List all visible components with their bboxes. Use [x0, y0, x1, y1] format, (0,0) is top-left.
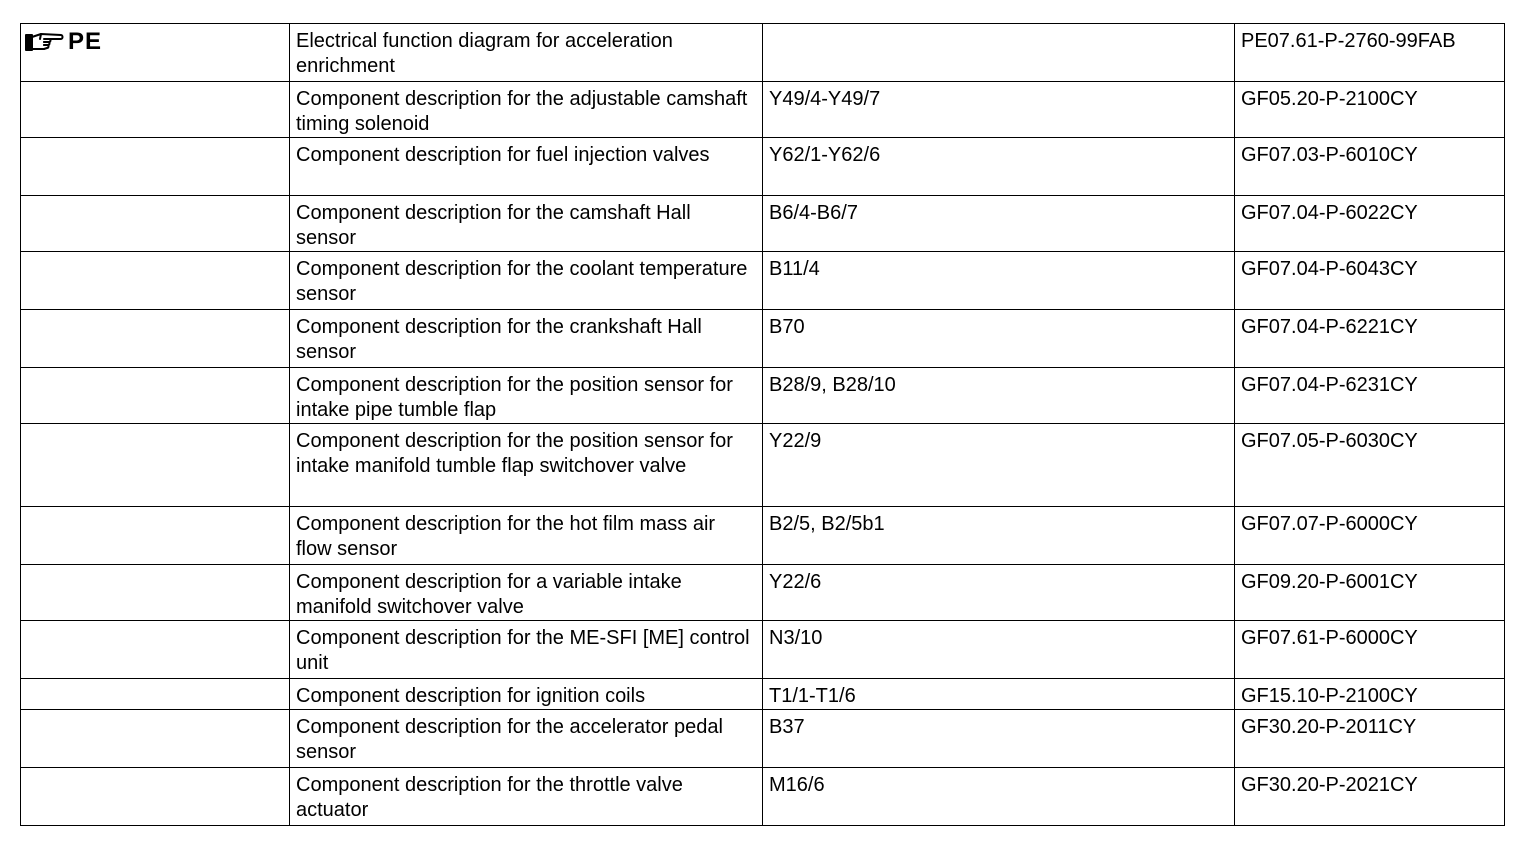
document-number-cell: GF07.03-P-6010CY: [1235, 138, 1505, 196]
table-row: [21, 679, 1505, 710]
description-cell: Component description for the position sensor for intake pipe tumble flap: [290, 368, 763, 424]
description-cell: Component description for the position sensor for intake manifold tumble flap switchover valve: [290, 424, 763, 507]
component-cell: M16/6: [763, 768, 1235, 826]
table-row: [21, 82, 1505, 138]
section-cell: [21, 196, 290, 252]
table-row: [21, 368, 1505, 424]
table-row: [21, 196, 1505, 252]
component-cell: Y22/6: [763, 565, 1235, 621]
section-cell: [21, 507, 290, 565]
table-row: [21, 424, 1505, 507]
table-row: [21, 507, 1505, 565]
description-cell: Component description for a variable intake manifold switchover valve: [290, 565, 763, 621]
section-cell: [21, 621, 290, 679]
section-cell: [21, 565, 290, 621]
pointing-hand-icon: [24, 30, 64, 54]
description-cell: Component description for the throttle valve actuator: [290, 768, 763, 826]
component-cell: N3/10: [763, 621, 1235, 679]
component-cell: B37: [763, 710, 1235, 768]
document-number-cell: GF07.61-P-6000CY: [1235, 621, 1505, 679]
document-number-cell: GF07.07-P-6000CY: [1235, 507, 1505, 565]
table-row: [21, 252, 1505, 310]
description-cell: Component description for the hot film mass air flow sensor: [290, 507, 763, 565]
table-row: [21, 565, 1505, 621]
reference-table-body: [21, 24, 1505, 826]
section-label: [24, 29, 102, 54]
component-cell: Y22/9: [763, 424, 1235, 507]
document-number-cell: GF15.10-P-2100CY: [1235, 679, 1505, 710]
document-number-cell: GF05.20-P-2100CY: [1235, 82, 1505, 138]
table-row: [21, 621, 1505, 679]
description-cell: Component description for fuel injection valves: [290, 138, 763, 196]
description-cell: Component description for the adjustable camshaft timing solenoid: [290, 82, 763, 138]
section-label-text: PE: [68, 28, 103, 55]
table-row: [21, 710, 1505, 768]
document-number-cell: GF30.20-P-2021CY: [1235, 768, 1505, 826]
document-number-cell: GF07.04-P-6022CY: [1235, 196, 1505, 252]
description-cell: Component description for ignition coils: [290, 679, 763, 710]
component-cell: B70: [763, 310, 1235, 368]
description-cell: Component description for the ME-SFI [ME] control unit: [290, 621, 763, 679]
section-cell: [21, 310, 290, 368]
description-cell: Electrical function diagram for acceleration enrichment: [290, 24, 763, 82]
component-cell: Y62/1-Y62/6: [763, 138, 1235, 196]
description-cell: Component description for the camshaft Hall sensor: [290, 196, 763, 252]
table-row: [21, 768, 1505, 826]
component-cell: T1/1-T1/6: [763, 679, 1235, 710]
component-cell: B11/4: [763, 252, 1235, 310]
section-cell: [21, 768, 290, 826]
reference-table: [20, 23, 1505, 826]
section-cell: [21, 82, 290, 138]
document-number-cell: GF07.04-P-6231CY: [1235, 368, 1505, 424]
section-cell: [21, 368, 290, 424]
document-number-cell: GF09.20-P-6001CY: [1235, 565, 1505, 621]
component-cell: B2/5, B2/5b1: [763, 507, 1235, 565]
description-cell: Component description for the coolant temperature sensor: [290, 252, 763, 310]
table-row: [21, 138, 1505, 196]
document-number-cell: GF07.05-P-6030CY: [1235, 424, 1505, 507]
section-cell: [21, 424, 290, 507]
section-cell: [21, 138, 290, 196]
section-cell: [21, 24, 290, 82]
table-row: [21, 24, 1505, 82]
description-cell: Component description for the crankshaft Hall sensor: [290, 310, 763, 368]
document-number-cell: PE07.61-P-2760-99FAB: [1235, 24, 1505, 82]
document-number-cell: GF07.04-P-6043CY: [1235, 252, 1505, 310]
section-cell: [21, 679, 290, 710]
table-row: [21, 310, 1505, 368]
section-cell: [21, 710, 290, 768]
component-cell: Y49/4-Y49/7: [763, 82, 1235, 138]
description-cell: Component description for the accelerator pedal sensor: [290, 710, 763, 768]
document-number-cell: GF30.20-P-2011CY: [1235, 710, 1505, 768]
document-number-cell: GF07.04-P-6221CY: [1235, 310, 1505, 368]
component-cell: [763, 24, 1235, 82]
component-cell: B6/4-B6/7: [763, 196, 1235, 252]
section-cell: [21, 252, 290, 310]
component-cell: B28/9, B28/10: [763, 368, 1235, 424]
